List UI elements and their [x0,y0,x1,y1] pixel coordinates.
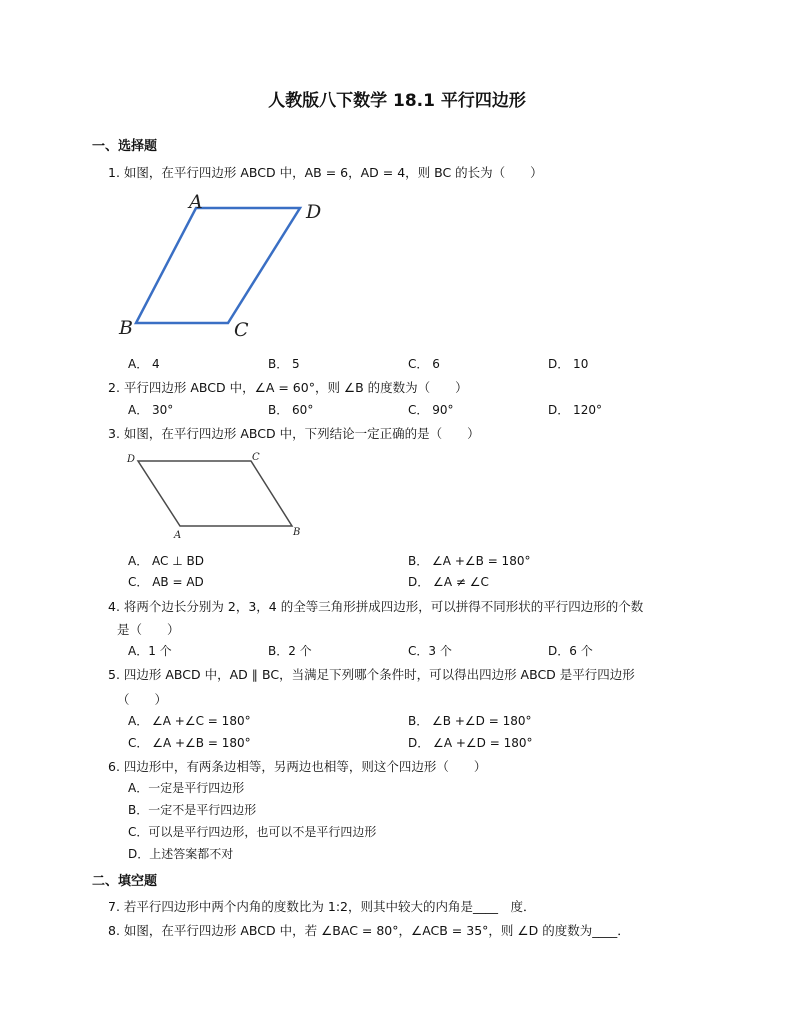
parallelogram-shape [136,208,300,323]
vertex-b-label: B [293,527,301,538]
q2-option-d: D． 120° [548,403,602,417]
vertex-d-label: D [306,201,322,223]
q6-option-a: A．一定是平行四边形 [128,781,245,795]
vertex-c-label: C [252,452,260,463]
vertex-a-label: A [189,191,203,213]
question-8: 8. 如图，在平行四边形 ABCD 中，若 ∠BAC = 80°，∠ACB = 35°，则 ∠D 的度数为____． [108,923,630,938]
q6-option-b: B．一定不是平行四边形 [128,803,257,817]
q1-option-b: B． 5 [268,357,300,371]
parallelogram-figure-1 [110,190,340,340]
section-choice: 一、选择题 [92,139,158,154]
q4-option-d: D．6 个 [548,644,593,658]
q6-option-d: D．上述答案都不对 [128,847,234,861]
vertex-d-label: D [127,454,136,465]
question-5-line-1: 5. 四边形 ABCD 中，AD ∥ BC，当满足下列哪个条件时，可以得出四边形 ABCD 是平行四边形 [108,667,635,682]
vertex-a-label: A [174,530,182,541]
q3-option-d: D． ∠A ≠ ∠C [408,575,489,589]
q2-option-c: C． 90° [408,403,454,417]
q3-option-c: C． AB = AD [128,575,204,589]
question-3: 3. 如图，在平行四边形 ABCD 中，下列结论一定正确的是（ ） [108,426,480,441]
q5-option-c: C． ∠A +∠B = 180° [128,736,251,750]
vertex-c-label: C [234,319,249,341]
question-4-line-1: 4. 将两个边长分别为 2，3，4 的全等三角形拼成四边形，可以拼得不同形状的平行四边形的个数 [108,599,644,614]
q3-option-a: A． AC ⊥ BD [128,554,204,568]
q3-option-b: B． ∠A +∠B = 180° [408,554,531,568]
question-1: 1. 如图，在平行四边形 ABCD 中，AB = 6，AD = 4，则 BC 的长为（ ） [108,165,543,180]
section-fill-in: 二、填空题 [92,874,158,889]
page-title: 人教版八下数学 18.1 平行四边形 [268,91,526,111]
parallelogram-shape [138,461,292,526]
q4-option-a: A．1 个 [128,644,172,658]
q4-option-c: C．3 个 [408,644,452,658]
question-6: 6. 四边形中，有两条边相等，另两边也相等，则这个四边形（ ） [108,759,487,774]
q1-option-c: C． 6 [408,357,440,371]
question-5-line-2: （ ） [117,692,168,707]
question-7: 7. 若平行四边形中两个内角的度数比为 1:2，则其中较大的内角是____ 度． [108,899,536,914]
q5-option-a: A． ∠A +∠C = 180° [128,714,251,728]
q5-option-b: B． ∠B +∠D = 180° [408,714,532,728]
parallelogram-figure-3 [124,448,314,540]
vertex-b-label: B [119,317,133,339]
q4-option-b: B．2 个 [268,644,312,658]
q2-option-a: A． 30° [128,403,174,417]
q6-option-c: C．可以是平行四边形，也可以不是平行四边形 [128,825,377,839]
q2-option-b: B． 60° [268,403,314,417]
q5-option-d: D． ∠A +∠D = 180° [408,736,533,750]
q1-option-d: D． 10 [548,357,589,371]
q1-option-a: A． 4 [128,357,160,371]
question-2: 2. 平行四边形 ABCD 中，∠A = 60°，则 ∠B 的度数为（ ） [108,380,468,395]
question-4-line-2: 是（ ） [117,622,180,637]
